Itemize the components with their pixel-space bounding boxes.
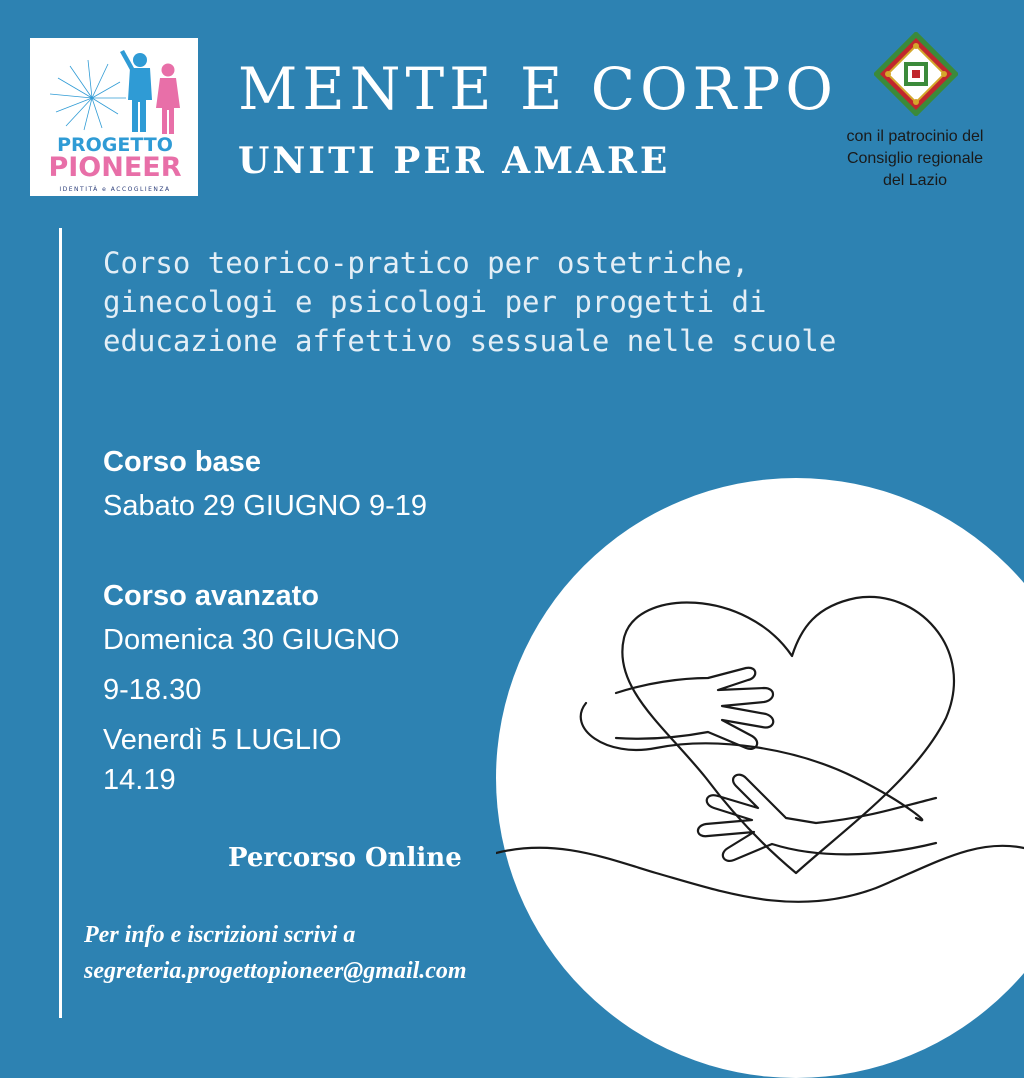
patronage-note xyxy=(815,126,1015,192)
course-description xyxy=(103,244,903,361)
course-advanced-time-2: 14.19 xyxy=(103,764,176,796)
online-course-label: Percorso Online xyxy=(228,843,462,873)
description-line-1: Corso teorico-pratico per ostetriche, xyxy=(103,246,750,280)
course-base-date: Sabato 29 GIUGNO 9-19 xyxy=(103,490,427,522)
logo-word-pioneer: PIONEER xyxy=(48,152,182,183)
page-title: MENTE E CORPO xyxy=(238,55,838,123)
course-advanced-time-1: 9-18.30 xyxy=(103,674,202,706)
patronage-line-1: con il patrocinio del xyxy=(846,128,984,145)
page-subtitle: UNITI PER AMARE xyxy=(238,140,671,182)
course-base-heading: Corso base xyxy=(103,446,261,478)
description-line-2: ginecologi e psicologi per progetti di xyxy=(103,285,767,319)
lazio-crest-icon xyxy=(874,32,958,116)
description-line-3: educazione affettivo sessuale nelle scuole xyxy=(103,324,837,358)
contact-intro: Per info e iscrizioni scrivi a xyxy=(84,922,356,948)
logo-tagline: IDENTITÀ e ACCOGLIENZA xyxy=(59,186,171,193)
patronage-line-3: del Lazio xyxy=(882,172,948,189)
accent-divider xyxy=(59,228,62,1018)
course-advanced-date-2: Venerdì 5 LUGLIO xyxy=(103,724,342,756)
patronage-line-2: Consiglio regionale xyxy=(846,150,984,167)
course-advanced-date-1: Domenica 30 GIUGNO xyxy=(103,624,400,656)
contact-email[interactable]: segreteria.progettopioneer@gmail.com xyxy=(84,958,467,984)
course-advanced-heading: Corso avanzato xyxy=(103,580,319,612)
logo-word-progetto: PROGETTO xyxy=(57,134,173,156)
heart-hug-illustration xyxy=(496,478,1024,1024)
progetto-pioneer-logo xyxy=(30,38,198,196)
